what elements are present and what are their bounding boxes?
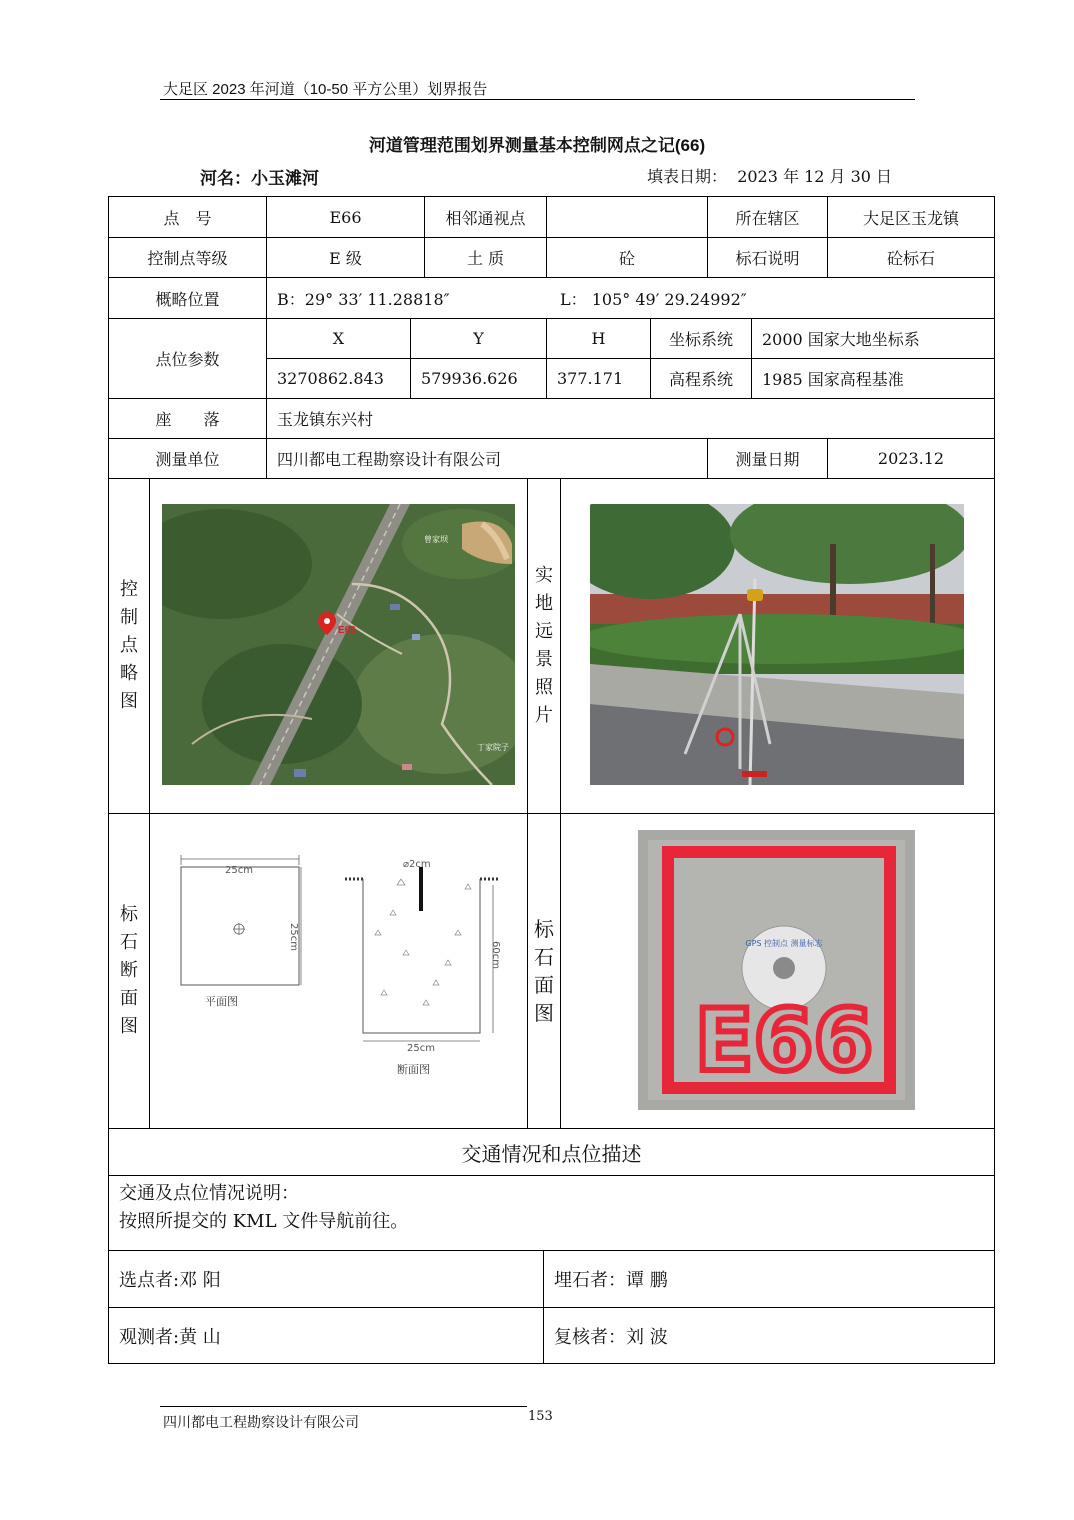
footer-rule bbox=[160, 1406, 527, 1407]
survey-unit-value: 四川都电工程勘察设计有限公司 bbox=[277, 450, 502, 469]
adjacent-point-label: 相邻通视点 bbox=[445, 208, 526, 228]
label-char: 面 bbox=[120, 988, 138, 1009]
stone-face-label bbox=[528, 814, 560, 1128]
grade-value: E 级 bbox=[329, 249, 362, 268]
label-char: 图 bbox=[534, 1001, 554, 1025]
latitude-value: B：29° 33′ 11.28818″ bbox=[277, 289, 450, 309]
label-char: 图 bbox=[120, 1016, 138, 1037]
coord-system-label: 坐标系统 bbox=[668, 330, 733, 349]
label-char: 照 bbox=[535, 677, 553, 698]
selector-name: 选点者:邓 阳 bbox=[119, 1270, 221, 1291]
burier-name: 埋石者：谭 鹏 bbox=[554, 1270, 668, 1291]
document-title: 河道管理范围划界测量基本控制网点之记(66) bbox=[368, 136, 706, 155]
label-char: 控 bbox=[120, 579, 138, 600]
stone-marking: E66 bbox=[694, 991, 874, 1091]
label-char: 地 bbox=[535, 593, 553, 614]
seat-label: 座 落 bbox=[155, 410, 220, 429]
fill-date-label: 填表日期： bbox=[647, 167, 728, 186]
point-no-value: E66 bbox=[329, 207, 362, 227]
soil-label: 土 质 bbox=[466, 249, 505, 268]
river-name: 河名：小玉滩河 bbox=[200, 169, 319, 188]
traffic-line: 按照所提交的 KML 文件导航前往。 bbox=[119, 1211, 409, 1232]
h-value: 377.171 bbox=[557, 369, 624, 388]
disc-text: GPS 控制点 测量标志 bbox=[745, 939, 823, 948]
rule bbox=[543, 1250, 544, 1363]
sketch-label bbox=[109, 479, 149, 813]
survey-date-value: 2023.12 bbox=[877, 449, 945, 468]
soil-value: 砼 bbox=[618, 249, 635, 268]
x-header: X bbox=[332, 329, 345, 348]
params-label: 点位参数 bbox=[155, 350, 220, 369]
grade-label: 控制点等级 bbox=[147, 249, 228, 268]
site-photo bbox=[590, 504, 964, 785]
rule bbox=[560, 478, 561, 1128]
label-char: 实 bbox=[535, 565, 553, 586]
rule bbox=[149, 478, 150, 1128]
seat-value: 玉龙镇东兴村 bbox=[277, 410, 374, 429]
label-char: 面 bbox=[534, 973, 554, 997]
page-number: 153 bbox=[528, 1409, 553, 1424]
label-char: 片 bbox=[535, 705, 553, 726]
district-label: 所在辖区 bbox=[735, 208, 800, 228]
label-char: 图 bbox=[120, 691, 138, 712]
y-value: 579936.626 bbox=[421, 369, 518, 388]
point-no-label: 点 号 bbox=[163, 208, 212, 228]
map-marker-label: E66 bbox=[338, 625, 356, 636]
traffic-line: 交通及点位情况说明： bbox=[119, 1183, 299, 1204]
section-height-label: 60cm bbox=[490, 941, 501, 969]
footer-company: 四川都电工程勘察设计有限公司 bbox=[163, 1415, 359, 1431]
district-value: 大足区玉龙镇 bbox=[862, 208, 959, 228]
location-label: 概略位置 bbox=[155, 289, 220, 309]
rule bbox=[994, 196, 995, 1363]
section-top-label: ⌀2cm bbox=[403, 859, 431, 870]
stone-desc-label: 标石说明 bbox=[735, 249, 800, 268]
label-char: 石 bbox=[534, 945, 554, 969]
height-system-label: 高程系统 bbox=[668, 370, 733, 389]
plan-caption: 平面图 bbox=[205, 995, 238, 1008]
adjacent-point-value bbox=[547, 197, 707, 237]
longitude-value: L： 105° 49′ 29.24992″ bbox=[560, 289, 747, 309]
height-system-value: 1985 国家高程基准 bbox=[762, 370, 904, 389]
section-label bbox=[109, 814, 149, 1128]
stone-section-diagram bbox=[175, 855, 515, 1080]
label-char: 标 bbox=[534, 917, 554, 941]
rule bbox=[108, 1250, 995, 1251]
coord-system-value: 2000 国家大地坐标系 bbox=[762, 330, 920, 349]
stone-desc-value: 砼标石 bbox=[886, 249, 935, 268]
survey-unit-label: 测量单位 bbox=[155, 450, 220, 469]
label-char: 石 bbox=[120, 932, 138, 953]
site-photo-label bbox=[528, 479, 560, 813]
plan-view bbox=[181, 855, 301, 1008]
traffic-description bbox=[119, 1180, 408, 1236]
fill-date-value: 2023 年 12 月 30 日 bbox=[737, 167, 893, 186]
running-header: 大足区 2023 年河道（10-50 平方公里）划界报告 bbox=[163, 81, 488, 98]
reviewer-name: 复核者：刘 波 bbox=[554, 1326, 668, 1348]
fill-date bbox=[647, 164, 892, 187]
satellite-map bbox=[162, 504, 515, 785]
label-char: 制 bbox=[120, 607, 138, 628]
plan-width-label: 25cm bbox=[225, 865, 253, 876]
label-char: 远 bbox=[535, 621, 553, 642]
section-width-label: 25cm bbox=[407, 1043, 435, 1054]
map-place-label: 丁家院子 bbox=[477, 743, 509, 752]
section-caption: 断面图 bbox=[397, 1063, 430, 1076]
stone-face-photo bbox=[638, 830, 915, 1110]
rule bbox=[108, 1175, 995, 1176]
label-char: 标 bbox=[120, 904, 138, 925]
header-rule bbox=[160, 99, 915, 100]
plan-height-label: 25cm bbox=[288, 923, 299, 951]
label-char: 景 bbox=[535, 649, 553, 670]
map-place-label: 曾家坝 bbox=[424, 535, 448, 544]
x-value: 3270862.843 bbox=[277, 369, 384, 388]
h-header: H bbox=[591, 329, 606, 348]
rule bbox=[108, 1363, 995, 1364]
label-char: 点 bbox=[120, 635, 138, 656]
section-view bbox=[345, 859, 501, 1076]
traffic-section-title: 交通情况和点位描述 bbox=[461, 1141, 642, 1166]
y-header: Y bbox=[473, 329, 484, 348]
label-char: 略 bbox=[120, 663, 138, 684]
rule bbox=[108, 1307, 995, 1308]
survey-date-label: 测量日期 bbox=[735, 450, 800, 469]
label-char: 断 bbox=[120, 960, 138, 981]
observer-name: 观测者:黄 山 bbox=[119, 1326, 221, 1348]
